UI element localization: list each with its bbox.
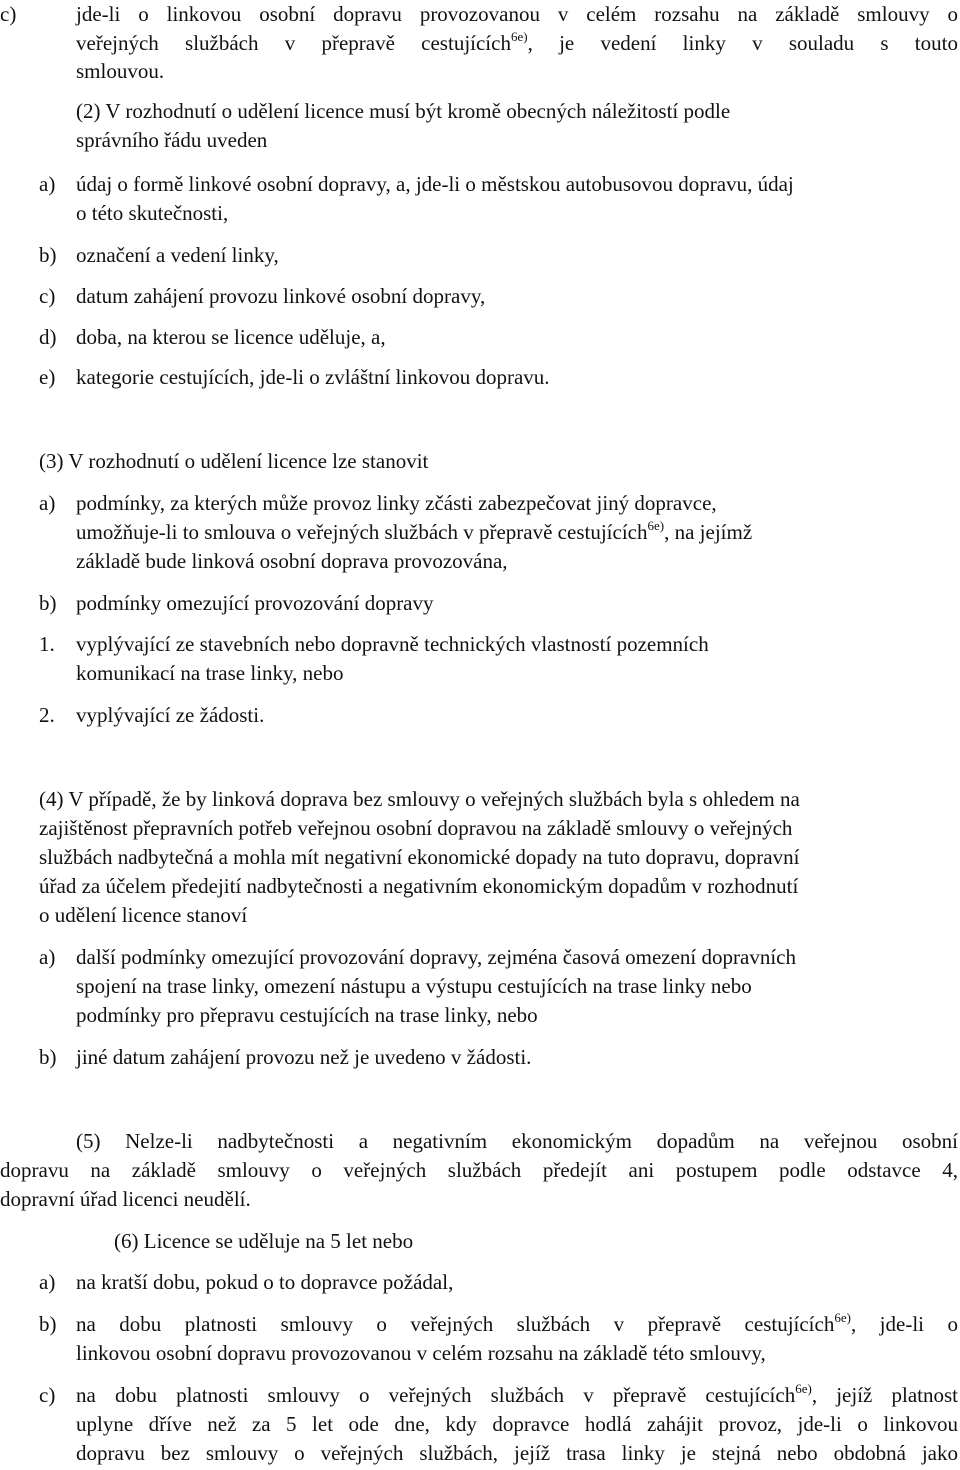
par2-item-d-line1: doba, na kterou se licence uděluje, a, (76, 325, 386, 349)
par3-heading: (3) V rozhodnutí o udělení licence lze stanovit (39, 449, 429, 473)
par5-line1: (5) Nelze-li nadbytečnosti a negativním ekonomickým dopadům na veřejnou osobní (76, 1129, 958, 1153)
par4-line5: o udělení licence stanoví (39, 903, 248, 927)
par2-item-b-line1: označení a vedení linky, (76, 243, 279, 267)
footnote-ref-6e: 6e) (647, 518, 665, 533)
par6-item-c-line1: na dobu platnosti smlouvy o veřejných službách v přepravě cestujících$^{6e)}$, jejíž platnost (76, 1381, 958, 1407)
par3-sub1-line1: vyplývající ze stavebních nebo dopravně technických vlastností pozemních (76, 632, 709, 656)
par4-line4: úřad za účelem předejití nadbytečnosti a negativním ekonomickým dopadům v rozhodnutí (39, 874, 799, 898)
par2-item-a-line1: údaj o formě linkové osobní dopravy, a, jde-li o městskou autobusovou dopravu, údaj (76, 172, 794, 196)
par2-item-c-label: c) (39, 284, 56, 308)
par6-item-b-line2: linkovou osobní dopravu provozovanou v celém rozsahu na základě této smlouvy, (76, 1341, 766, 1365)
par2-heading-line1: (2) V rozhodnutí o udělení licence musí být kromě obecných náležitostí podle (76, 99, 731, 123)
par3-item-a-label: a) (39, 491, 56, 515)
par6-item-b-line1: na dobu platnosti smlouvy o veřejných službách v přepravě cestujících$^{6e)}$, jde-li o (76, 1310, 958, 1336)
par6-item-a-line1: na kratší dobu, pokud o to dopravce požádal, (76, 1270, 454, 1294)
par3-item-b-line1: podmínky omezující provozování dopravy (76, 591, 434, 615)
par3-item-a-line2: umožňuje-li to smlouva o veřejných službách v přepravě cestujících$^{6e)}$, na jejímž (76, 518, 753, 544)
intro-item-c-line3: smlouvou. (76, 59, 165, 83)
intro-item-c-line2: veřejných službách v přepravě cestujících$^{6e)}$, je vedení linky v souladu s touto (76, 29, 958, 55)
intro-item-c-label: c) (0, 2, 17, 26)
par4-item-a-label: a) (39, 945, 56, 969)
par6-item-c-label: c) (39, 1383, 56, 1407)
par4-line2: zajištěnost přepravních potřeb veřejnou osobní dopravou na základě smlouvy o veřejných (39, 816, 793, 840)
par3-sub2-line1: vyplývající ze žádosti. (76, 703, 265, 727)
par6-item-c-line3: dopravu bez smlouvy o veřejných službách, jejíž trasa linky je stejná nebo obdobná jako (76, 1441, 958, 1465)
par3-sub1-label: 1. (39, 632, 55, 656)
par4-item-a-line2: spojení na trase linky, omezení nástupu a výstupu cestujících na trase linky nebo (76, 974, 752, 998)
footnote-ref-6e: 6e) (795, 1381, 812, 1396)
par2-item-c-line1: datum zahájení provozu linkové osobní dopravy, (76, 284, 486, 308)
par6-item-b-label: b) (39, 1312, 57, 1336)
par3-sub2-label: 2. (39, 703, 55, 727)
par3-item-b-label: b) (39, 591, 57, 615)
par2-item-d-label: d) (39, 325, 57, 349)
par4-item-b-line1: jiné datum zahájení provozu než je uvedeno v žádosti. (76, 1045, 532, 1069)
footnote-ref-6e: 6e) (510, 29, 528, 44)
par5-line3: dopravní úřad licenci neudělí. (0, 1187, 251, 1211)
par2-item-e-line1: kategorie cestujících, jde-li o zvláštní linkovou dopravu. (76, 365, 550, 389)
par4-line3: službách nadbytečná a mohla mít negativní ekonomické dopady na tuto dopravu, dopravní (39, 845, 800, 869)
par5-line2: dopravu na základě smlouvy o veřejných službách předejít ani postupem podle odstavce 4, (0, 1158, 958, 1182)
footnote-ref-6e: 6e) (834, 1310, 851, 1325)
par3-sub1-line2: komunikací na trase linky, nebo (76, 661, 344, 685)
par2-item-e-label: e) (39, 365, 56, 389)
par4-line1: (4) V případě, že by linková doprava bez smlouvy o veřejných službách byla s ohledem na (39, 787, 800, 811)
par3-item-a-line3: základě bude linková osobní doprava provozována, (76, 549, 508, 573)
par2-item-a-label: a) (39, 172, 56, 196)
par4-item-a-line1: další podmínky omezující provozování dopravy, zejména časová omezení dopravních (76, 945, 796, 969)
par3-item-a-line1: podmínky, za kterých může provoz linky zčásti zabezpečovat jiný dopravce, (76, 491, 717, 515)
intro-item-c-line1 (0, 0, 958, 29)
par6-heading: (6) Licence se uděluje na 5 let nebo (114, 1229, 414, 1253)
par2-item-a-line2: o této skutečnosti, (76, 201, 229, 225)
par4-item-b-label: b) (39, 1045, 57, 1069)
par2-item-b-label: b) (39, 243, 57, 267)
par6-item-a-label: a) (39, 1270, 56, 1294)
intro-item-c-text1: jde-li o linkovou osobní dopravu provozovanou v celém rozsahu na základě smlouvy o (76, 2, 958, 26)
par2-heading-line2: správního řádu uveden (76, 128, 268, 152)
par6-item-c-line2: uplyne dříve než za 5 let ode dne, kdy dopravce hodlá zahájit provoz, jde-li o linkovou (76, 1412, 958, 1436)
par4-item-a-line3: podmínky pro přepravu cestujících na trase linky, nebo (76, 1003, 538, 1027)
